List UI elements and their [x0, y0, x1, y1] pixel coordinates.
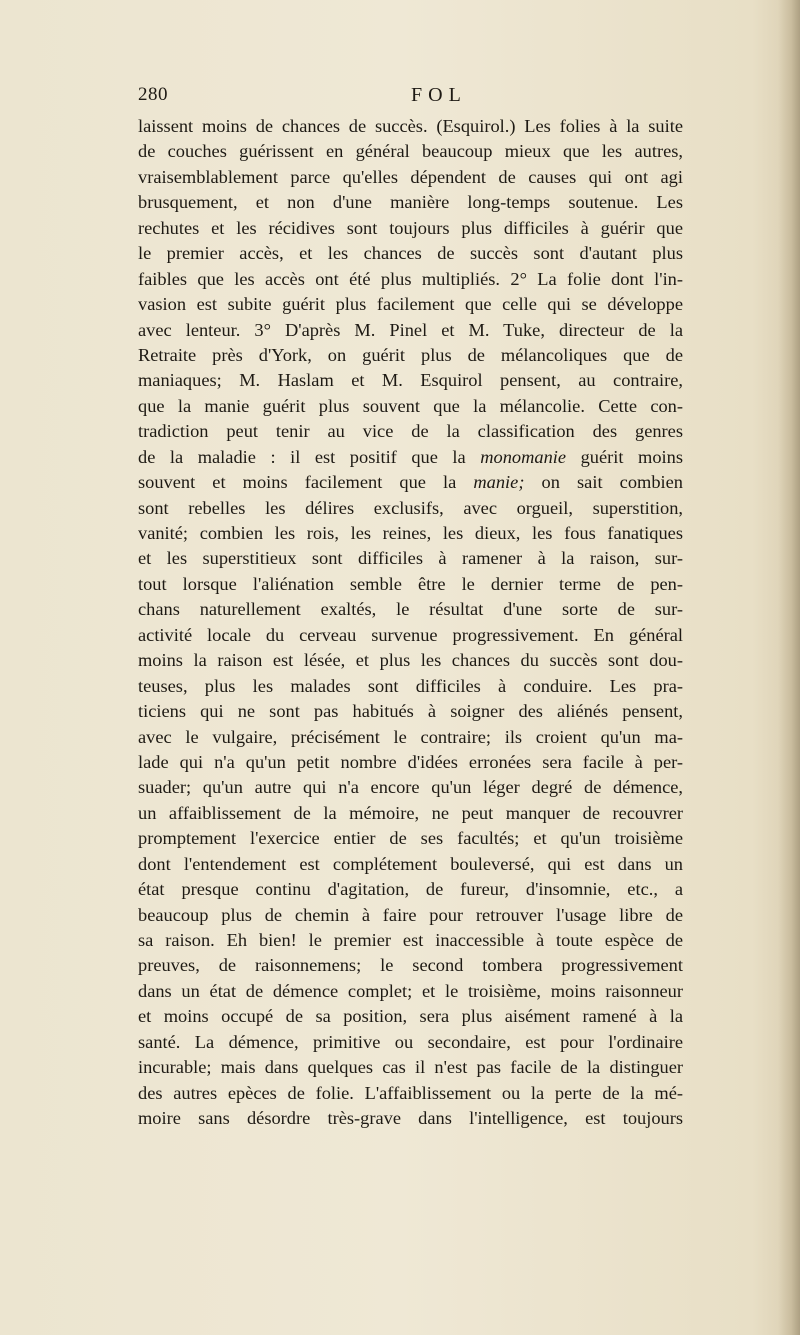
italic-term-manie: manie; — [473, 472, 525, 493]
text-segment: guérit moins — [566, 446, 683, 467]
text-line: faibles que les accès ont été plus multipliés. 2° La folie dont l'in- — [138, 268, 683, 289]
text-segment: souvent et moins facilement que la — [138, 472, 474, 493]
text-line: beaucoup plus de chemin à faire pour retrouver l'usage libre de — [138, 904, 683, 925]
running-title: FOL — [411, 84, 467, 106]
body-text — [138, 114, 683, 1132]
text-line: lade qui n'a qu'un petit nombre d'idées erronées sera facile à per- — [138, 751, 683, 772]
text-line: état presque continu d'agitation, de fureur, d'insomnie, etc., a — [138, 879, 683, 900]
text-line: incurable; mais dans quelques cas il n'est pas facile de la distinguer — [138, 1057, 683, 1078]
text-line: chans naturellement exaltés, le résultat d'une sorte de sur- — [138, 599, 683, 620]
text-line: activité locale du cerveau survenue progressivement. En général — [138, 624, 683, 645]
text-line-with-italic — [138, 470, 683, 495]
text-line: Retraite près d'York, on guérit plus de mélancoliques que de — [138, 344, 683, 365]
text-line: moire sans désordre très-grave dans l'intelligence, est toujours — [138, 1108, 683, 1129]
text-line: brusquement, et non d'une manière long-temps soutenue. Les — [138, 192, 683, 213]
text-line: moins la raison est lésée, et plus les chances du succès sont dou- — [138, 650, 683, 671]
text-line: sa raison. Eh bien! le premier est inaccessible à toute espèce de — [138, 930, 683, 950]
text-line: vanité; combien les rois, les reines, les dieux, les fous fanatiques — [138, 523, 683, 543]
text-line-with-italic — [138, 445, 683, 470]
text-line: ticiens qui ne sont pas habitués à soigner des aliénés pensent, — [138, 701, 683, 722]
text-line: promptement l'exercice entier de ses facultés; et qu'un troisième — [138, 828, 683, 849]
text-line: et moins occupé de sa position, sera plus aisément ramené à la — [138, 1006, 683, 1027]
text-line: et les superstitieux sont difficiles à ramener à la raison, sur- — [138, 548, 683, 569]
italic-term-monomanie: monomanie — [480, 446, 567, 467]
text-line: laissent moins de chances de succès. (Esquirol.) Les folies à la suite — [138, 116, 683, 136]
text-line: dans un état de démence complet; et le troisième, moins raisonneur — [138, 980, 683, 1001]
text-line: que la manie guérit plus souvent que la mélancolie. Cette con- — [138, 395, 683, 416]
text-line: avec lenteur. 3° D'après M. Pinel et M. Tuke, directeur de la — [138, 319, 683, 340]
text-line: maniaques; M. Haslam et M. Esquirol pensent, au contraire, — [138, 370, 683, 391]
text-line: tout lorsque l'aliénation semble être le dernier terme de pen- — [138, 573, 683, 594]
text-line: dont l'entendement est complétement bouleversé, qui est dans un — [138, 853, 683, 874]
text-line: le premier accès, et les chances de succès sont d'autant plus — [138, 243, 683, 264]
page-header — [138, 84, 678, 108]
text-line: tradiction peut tenir au vice de la classification des genres — [138, 421, 683, 442]
text-line: sont rebelles les délires exclusifs, avec orgueil, superstition, — [138, 497, 683, 518]
text-line: santé. La démence, primitive ou secondaire, est pour l'ordinaire — [138, 1031, 683, 1052]
page-number: 280 — [138, 84, 168, 105]
text-line: suader; qu'un autre qui n'a encore qu'un léger degré de démence, — [138, 777, 683, 798]
text-segment: on sait combien — [524, 472, 683, 493]
text-segment: de la maladie : il est positif que la — [138, 446, 481, 467]
text-line: rechutes et les récidives sont toujours plus difficiles à guérir que — [138, 217, 683, 238]
text-line: un affaiblissement de la mémoire, ne peut manquer de recouvrer — [138, 802, 683, 823]
text-line: des autres epèces de folie. L'affaiblissement ou la perte de la mé- — [138, 1082, 683, 1103]
page-edge-shadow — [778, 0, 800, 1335]
text-line: avec le vulgaire, précisément le contraire; ils croient qu'un ma- — [138, 726, 683, 747]
text-line: vasion est subite guérit plus facilement que celle qui se développe — [138, 294, 683, 315]
text-line: preuves, de raisonnemens; le second tombera progressivement — [138, 955, 683, 976]
text-line: vraisemblablement parce qu'elles dépendent de causes qui ont agi — [138, 166, 683, 187]
text-line: de couches guérissent en général beaucoup mieux que les autres, — [138, 141, 683, 162]
text-line: teuses, plus les malades sont difficiles à conduire. Les pra- — [138, 675, 683, 696]
